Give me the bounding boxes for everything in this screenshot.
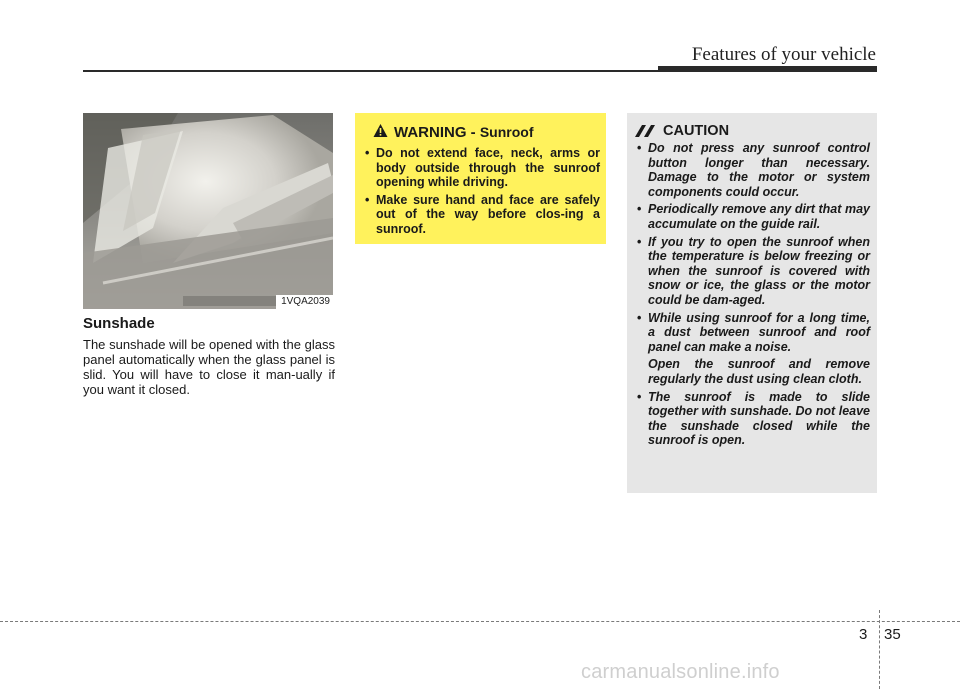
warning-title (394, 124, 533, 141)
page-number: 35 (884, 626, 901, 643)
header-rule-accent (658, 66, 877, 72)
sunroof-photo (83, 113, 333, 309)
warning-triangle-icon (373, 123, 388, 143)
photo-code: 1VQA2039 (276, 295, 333, 309)
caution-item: • Do not press any sunroof control button longer than necessary. Damage to the motor or system components could occur. (636, 141, 870, 199)
caution-list (636, 141, 870, 451)
warning-subject: Sunroof (479, 124, 534, 140)
warning-item: • Do not extend face, neck, arms or body outside through the sunroof opening while driving. (364, 146, 600, 190)
caution-title: CAUTION (663, 123, 730, 139)
caution-box (627, 113, 877, 493)
caution-item-extra: Open the sunroof and remove regularly the dust using clean cloth. (648, 357, 870, 386)
caution-item: • Periodically remove any dirt that may accumulate on the guide rail. (636, 202, 870, 231)
caution-item-text: While using sunroof for a long time, a dust between sunroof and roof panel can make a noise. (648, 310, 870, 354)
warning-box (355, 113, 606, 244)
page-number-separator (879, 610, 880, 689)
caution-item: • If you try to open the sunroof when the temperature is below freezing or when the sunroof is covered with snow or ice, the glass or the motor could be dam-aged. (636, 235, 870, 308)
caution-item: • The sunroof is made to slide together with sunshade. Do not leave the sunshade closed while the sunroof is open. (636, 390, 870, 448)
sunroof-illustration (83, 113, 333, 309)
section-body: The sunshade will be opened with the glass panel automatically when the glass panel is slid. You will have to close it man-ually if you want it closed. (83, 337, 335, 397)
footer-divider (0, 621, 960, 622)
warning-item: • Make sure hand and face are safely out of the way before clos-ing a sunroof. (364, 193, 600, 237)
header-title: Features of your vehicle (691, 44, 876, 65)
section-heading: Sunshade (83, 315, 155, 332)
caution-slash-icon (635, 124, 655, 142)
warning-label: WARNING - (394, 124, 480, 141)
caution-item (636, 311, 870, 387)
watermark: carmanualsonline.info (581, 661, 780, 683)
chapter-number: 3 (859, 626, 868, 643)
warning-list (364, 146, 600, 240)
